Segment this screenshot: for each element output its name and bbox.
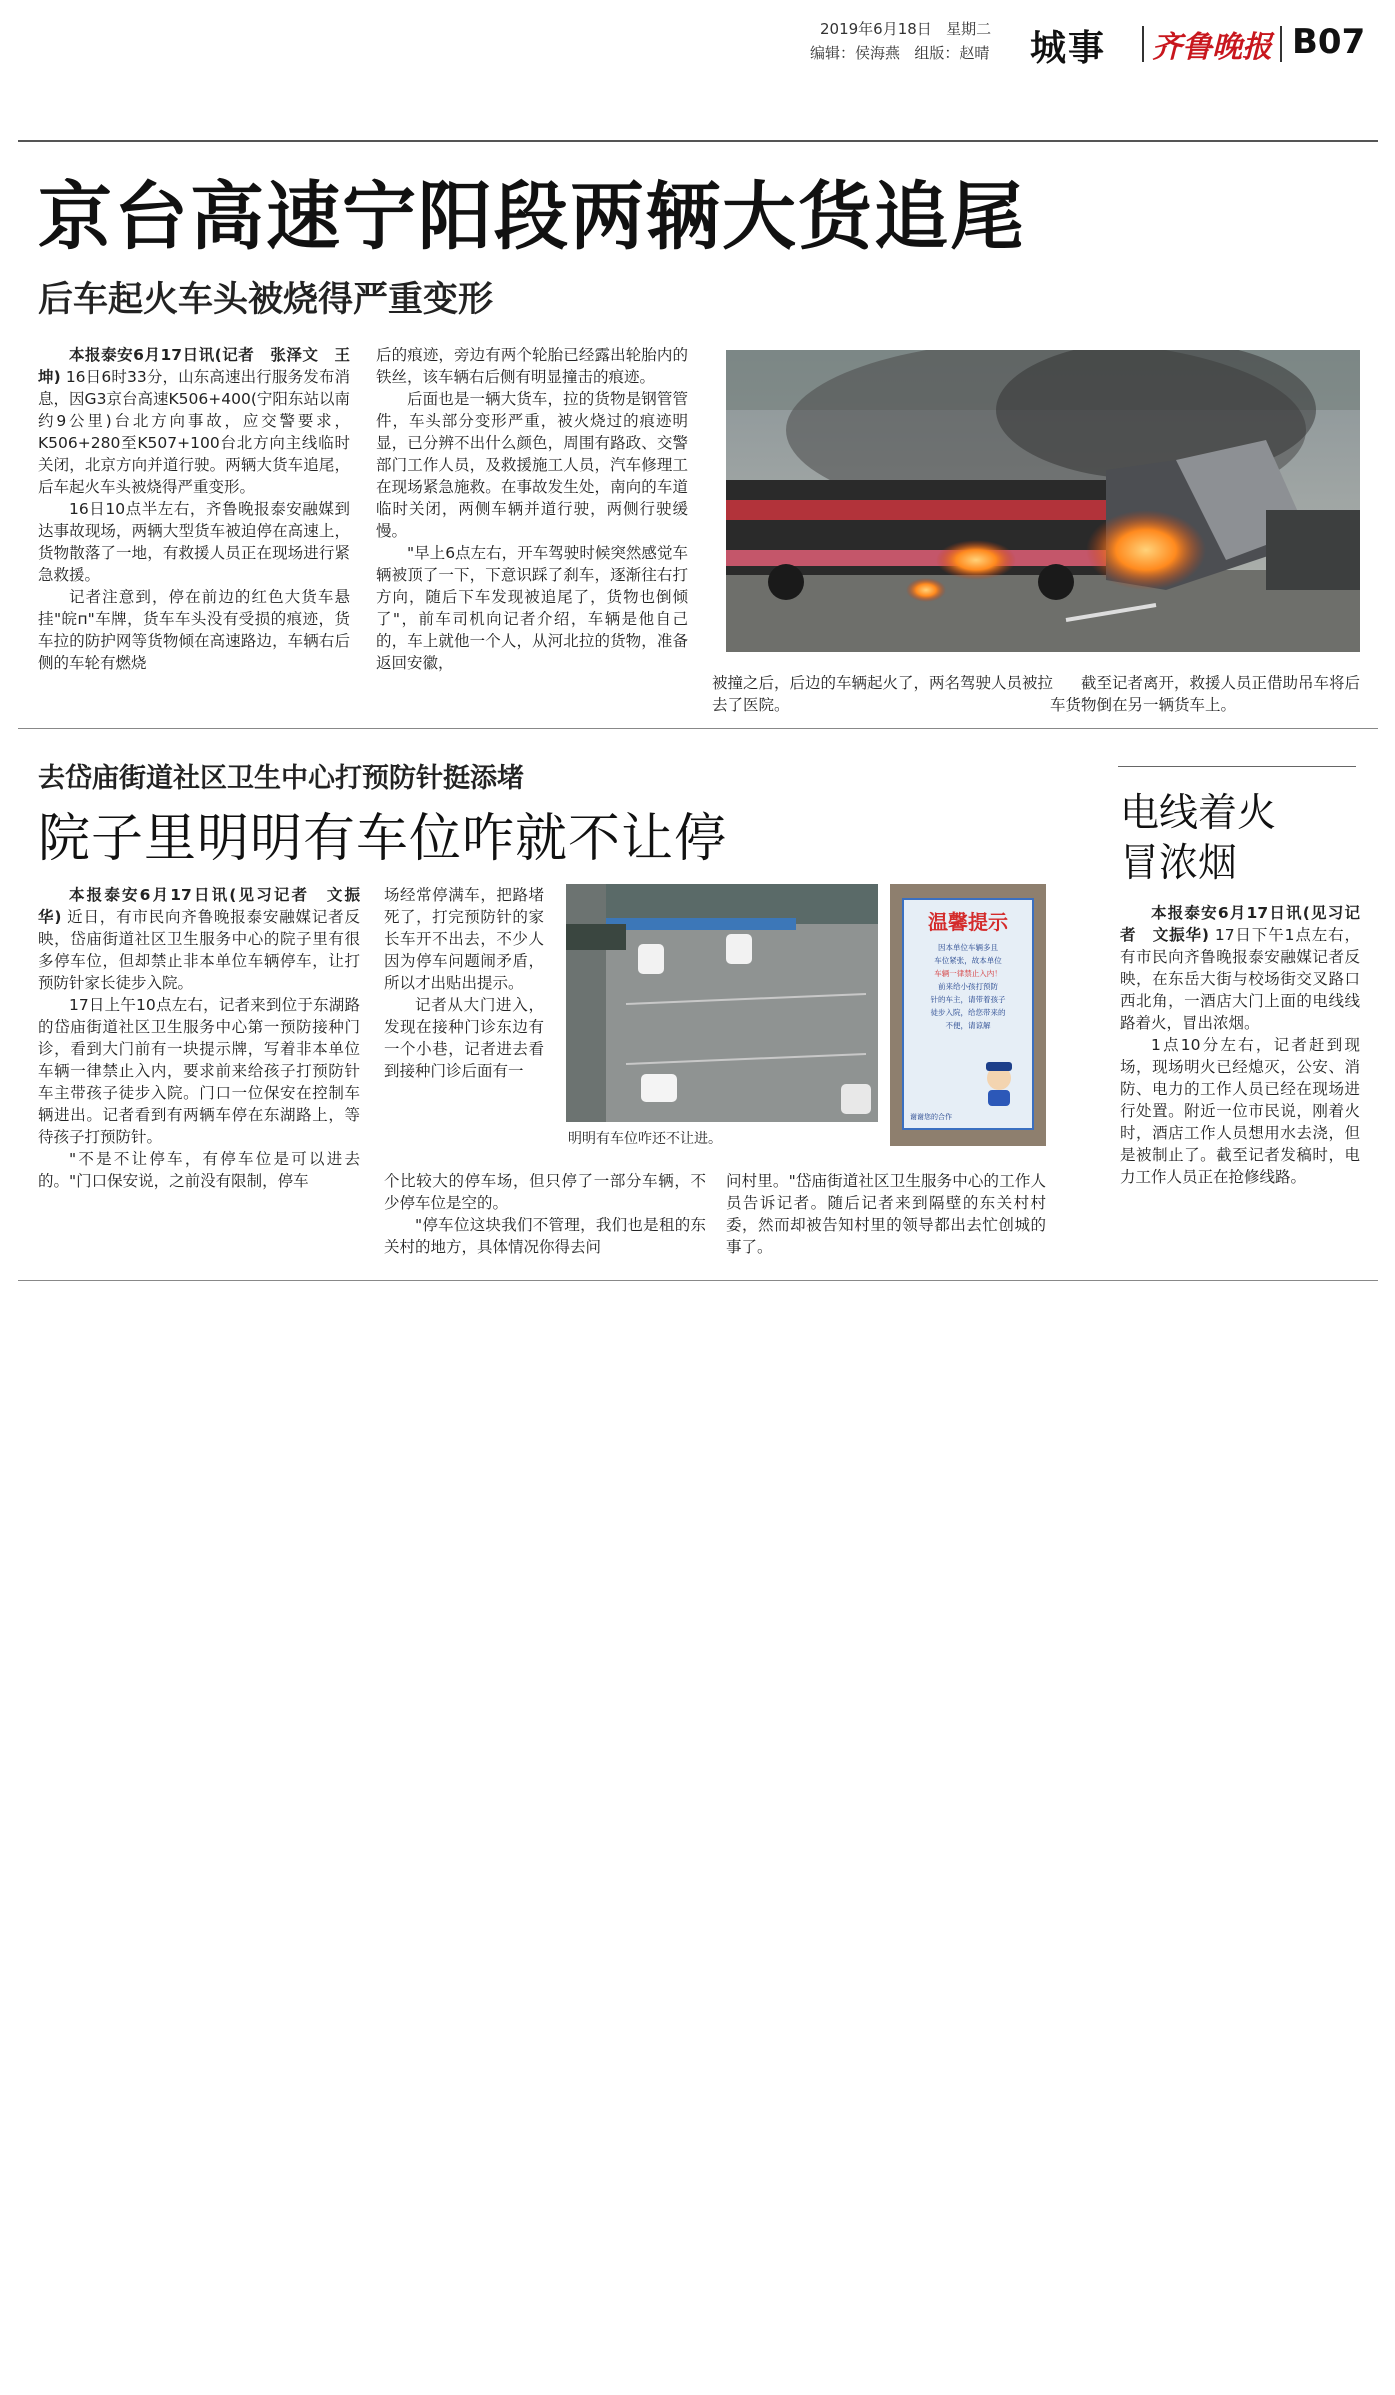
article1-p5: 后面也是一辆大货车，拉的货物是钢管管件，车头部分变形严重，被火烧过的痕迹明显，已分辨不出什么颜色，周围有路政、交警部门工作人员，及救援施工人员，汽车修理工在现场紧急施救。在事故发生处，南向的车道临时关闭，两侧车辆并道行驶，两侧行驶缓慢。 bbox=[376, 390, 688, 540]
sign-line-2: 车位紧张，故本单位 bbox=[934, 956, 1002, 965]
police-mascot-icon bbox=[974, 1060, 1024, 1106]
page-number: B07 bbox=[1292, 22, 1366, 62]
article3-p2: 1点10分左右，记者赶到现场，现场明火已经熄灭，公安、消防、电力的工作人员已经在现场进行处置。附近一位市民说，刚着火时，酒店工作人员想用水去浇，但是被制止了。截至记者发稿时，电力工作人员正在抢修线路。 bbox=[1120, 1036, 1360, 1186]
parking-lot-image bbox=[566, 884, 878, 1122]
sidebar-rule bbox=[1118, 766, 1356, 767]
masthead bbox=[0, 0, 1395, 90]
article1-p3: 记者注意到，停在前边的红色大货车悬挂"皖п"车牌，货车车头没有受损的痕迹，货车拉的防护网等货物倾在高速路边，车辆右后侧的车轮有燃烧 bbox=[38, 588, 350, 672]
date: 2019年6月18日 bbox=[820, 20, 932, 38]
editor: 编辑：侯海燕 bbox=[810, 44, 901, 62]
article2-p1: 近日，有市民向齐鲁晚报泰安融媒记者反映，岱庙街道社区卫生服务中心的院子里有很多停车位，但却禁止非本单位车辆停车，让打预防针家长徒步入院。 bbox=[38, 908, 360, 992]
article2-col2a bbox=[384, 884, 544, 1166]
article2-p7: "停车位这块我们不管理，我们也是租的东关村的地方，具体情况你得去问 bbox=[384, 1216, 706, 1256]
article1-p4: 后的痕迹，旁边有两个轮胎已经露出轮胎内的铁丝，该车辆右后侧有明显撞击的痕迹。 bbox=[376, 346, 688, 386]
sign-line-4: 前来给小孩打预防 bbox=[938, 982, 998, 991]
top-rule bbox=[18, 140, 1378, 142]
article2-col3 bbox=[726, 1170, 1046, 1266]
article3-headline-line1: 电线着火 bbox=[1120, 791, 1277, 836]
article2-p4: 场经常停满车，把路堵死了，打完预防针的家长车开不出去，不少人因为停车问题闹矛盾，所以才出贴出提示。 bbox=[384, 886, 544, 992]
article3-p1: 17日下午1点左右，有市民向齐鲁晚报泰安融媒记者反映，在东岳大街与校场街交叉路口西北角，一酒店大门上面的电线线路着火，冒出浓烟。 bbox=[1120, 926, 1360, 1032]
article2-byline: 本报泰安6月17日讯(见习记者 文振华) bbox=[38, 886, 360, 926]
parking-lot-photo bbox=[566, 884, 878, 1122]
sign-line-7: 不便，请谅解 bbox=[945, 1021, 991, 1030]
sign-body bbox=[912, 941, 1024, 1032]
article1-subhead: 后车起火车头被烧得严重变形 bbox=[38, 280, 494, 320]
truck-fire-photo bbox=[726, 350, 1360, 652]
article1-headline: 京台高速宁阳段两辆大货追尾 bbox=[38, 174, 1026, 260]
header-divider-2 bbox=[1280, 26, 1282, 62]
bottom-rule bbox=[18, 1280, 1378, 1281]
article3-byline: 本报泰安6月17日讯(见习记者 文振华) bbox=[1120, 904, 1360, 944]
article2-col1 bbox=[38, 884, 360, 1264]
warning-sign-photo bbox=[890, 884, 1046, 1146]
article1-col2 bbox=[376, 344, 688, 720]
article1-col1 bbox=[38, 344, 350, 720]
article2-p8: 问村里。"岱庙街道社区卫生服务中心的工作人员告诉记者。随后记者来到隔壁的东关村村委，然而却被告知村里的领导都出去忙创城的事了。 bbox=[726, 1172, 1046, 1256]
header-divider bbox=[1142, 26, 1144, 62]
sign-line-1: 因本单位车辆多且 bbox=[938, 943, 998, 952]
article1-caption-left: 被撞之后，后边的车辆起火了，两名驾驶人员被拉去了医院。 bbox=[712, 674, 1054, 714]
sign-board bbox=[902, 898, 1034, 1130]
article2-headline: 院子里明明有车位咋就不让停 bbox=[38, 809, 728, 869]
issue-date bbox=[820, 18, 991, 39]
newspaper-logo: 齐鲁晚报 bbox=[1152, 30, 1272, 65]
editor-line bbox=[810, 42, 989, 63]
truck-fire-image bbox=[726, 350, 1360, 652]
article2-kicker: 去岱庙街道社区卫生中心打预防针挺添堵 bbox=[38, 763, 524, 794]
sign-line-6: 徒步入院，给您带来的 bbox=[930, 1008, 1006, 1017]
article1-caption-right: 截至记者离开，救援人员正借助吊车将后车货物倒在另一辆货车上。 bbox=[1050, 674, 1361, 714]
article2-p6: 个比较大的停车场，但只停了一部分车辆，不少停车位是空的。 bbox=[384, 1172, 706, 1212]
mid-rule bbox=[18, 728, 1378, 729]
sign-footer: 谢谢您的合作 bbox=[910, 1113, 952, 1121]
article1-p2: 16日10点半左右，齐鲁晚报泰安融媒到达事故现场，两辆大型货车被迫停在高速上，货物散落了一地，有救援人员正在现场进行紧急救援。 bbox=[38, 500, 350, 584]
article1-byline: 本报泰安6月17日讯(记者 张泽文 王坤) bbox=[38, 346, 350, 386]
weekday: 星期二 bbox=[946, 20, 992, 38]
sign-title: 温馨提示 bbox=[928, 910, 1008, 934]
article2-p5: 记者从大门进入，发现在接种门诊东边有一个小巷，记者进去看到接种门诊后面有一 bbox=[384, 996, 544, 1080]
sign-line-3: 车辆一律禁止入内！ bbox=[934, 969, 1002, 978]
designer: 组版：赵晴 bbox=[914, 44, 990, 62]
sign-line-5: 针的车主，请带着孩子 bbox=[930, 995, 1006, 1004]
article3-headline-line2: 冒浓烟 bbox=[1120, 841, 1238, 886]
article2-p2: 17日上午10点左右，记者来到位于东湖路的岱庙街道社区卫生服务中心第一预防接种门诊，看到大门前有一块提示牌，写着非本单位车辆一律禁止入内，要求前来给孩子打预防针车主带孩子徒步入院。门口一位保安在控制车辆进出。记者看到有两辆车停在东湖路上，等待孩子打预防针。 bbox=[38, 996, 360, 1146]
article1-p6: "早上6点左右，开车驾驶时候突然感觉车辆被顶了一下，下意识踩了刹车，逐渐往右打方向，随后下车发现被追尾了，货物也倒倾了"，前车司机向记者介绍，车辆是他自己的，车上就他一个人，从河北拉的货物，准备返回安徽， bbox=[376, 544, 688, 672]
section-name: 城事 bbox=[1030, 28, 1107, 69]
article2-col2b bbox=[384, 1170, 706, 1266]
article1-p1: 16日6时33分，山东高速出行服务发布消息，因G3京台高速K506+400(宁阳东站以南约9公里)台北方向事故，应交警要求，K506+280至K507+100台北方向主线临时关闭，北京方向并道行驶。两辆大货车追尾，后车起火车头被烧得严重变形。 bbox=[38, 368, 350, 496]
article3-body bbox=[1120, 902, 1360, 1264]
article2-p3: "不是不让停车，有停车位是可以进去的。"门口保安说，之前没有限制，停车 bbox=[38, 1150, 360, 1190]
parking-photo-caption: 明明有车位咋还不让进。 bbox=[568, 1131, 722, 1147]
